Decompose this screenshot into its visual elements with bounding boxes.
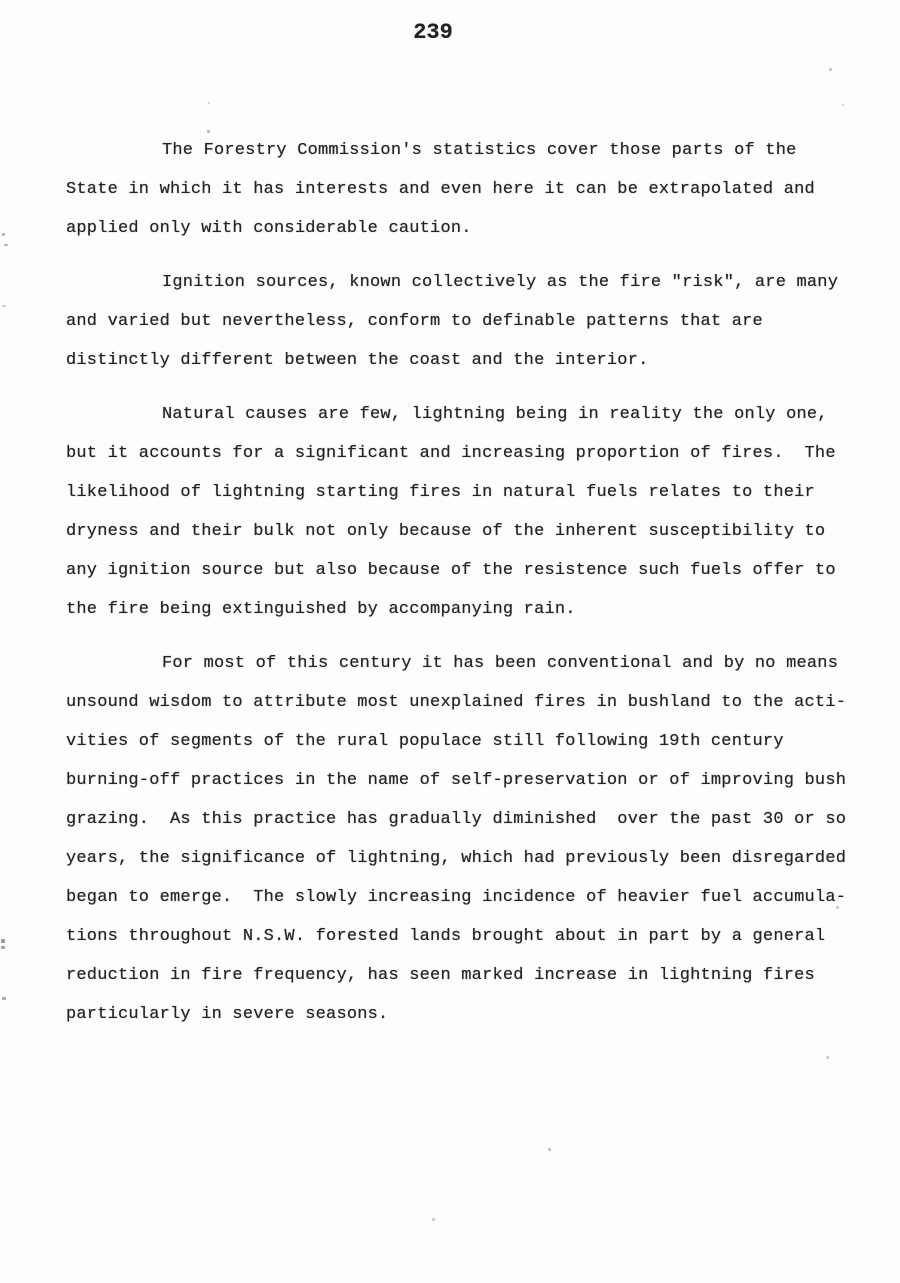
scan-speck [1, 939, 5, 943]
text-line: the fire being extinguished by accompanying rain. [66, 600, 576, 619]
scan-speck [829, 68, 832, 71]
scan-speck [207, 130, 210, 133]
scan-speck [208, 102, 210, 104]
paragraph [66, 644, 860, 1034]
scan-speck [826, 1056, 829, 1059]
paragraph [66, 395, 860, 629]
text-line: applied only with considerable caution. [66, 219, 472, 238]
text-line: dryness and their bulk not only because of the inherent susceptibility to [66, 522, 826, 541]
text-line: and varied but nevertheless, conform to definable patterns that are [66, 312, 763, 331]
text-line: began to emerge. The slowly increasing incidence of heavier fuel accumula- [66, 888, 847, 907]
document-body [66, 131, 860, 1049]
text-line: Ignition sources, known collectively as the fire "risk", are many [162, 273, 839, 292]
text-line: burning-off practices in the name of self-preservation or of improving bush [66, 771, 847, 790]
text-line: State in which it has interests and even here it can be extrapolated and [66, 180, 815, 199]
text-line: tions throughout N.S.W. forested lands brought about in part by a general [66, 927, 826, 946]
text-line: likelihood of lightning starting fires in natural fuels relates to their [66, 483, 815, 502]
scan-speck [2, 997, 6, 1000]
paragraph [66, 131, 860, 248]
text-line: any ignition source but also because of the resistence such fuels offer to [66, 561, 836, 580]
text-line: years, the significance of lightning, which had previously been disregarded [66, 849, 847, 868]
text-line: particularly in severe seasons. [66, 1005, 389, 1024]
scan-speck [432, 1218, 435, 1221]
text-line: grazing. As this practice has gradually diminished over the past 30 or so [66, 810, 847, 829]
scan-speck [1, 946, 5, 949]
scan-speck [548, 1148, 551, 1151]
text-line: For most of this century it has been conventional and by no means [162, 654, 839, 673]
text-line: unsound wisdom to attribute most unexplained fires in bushland to the acti- [66, 693, 847, 712]
text-line: The Forestry Commission's statistics cover those parts of the [162, 141, 797, 160]
text-line: Natural causes are few, lightning being in reality the only one, [162, 405, 828, 424]
scan-speck [836, 906, 839, 909]
page-number: 239 [413, 20, 453, 45]
scan-speck [842, 104, 844, 106]
text-line: vities of segments of the rural populace still following 19th century [66, 732, 784, 751]
scan-speck [2, 233, 5, 236]
text-line: but it accounts for a significant and increasing proportion of fires. The [66, 444, 836, 463]
text-line: reduction in fire frequency, has seen marked increase in lightning fires [66, 966, 815, 985]
scan-speck [2, 305, 6, 307]
paragraph [66, 263, 860, 380]
text-line: distinctly different between the coast and the interior. [66, 351, 649, 370]
scan-speck [4, 244, 8, 246]
